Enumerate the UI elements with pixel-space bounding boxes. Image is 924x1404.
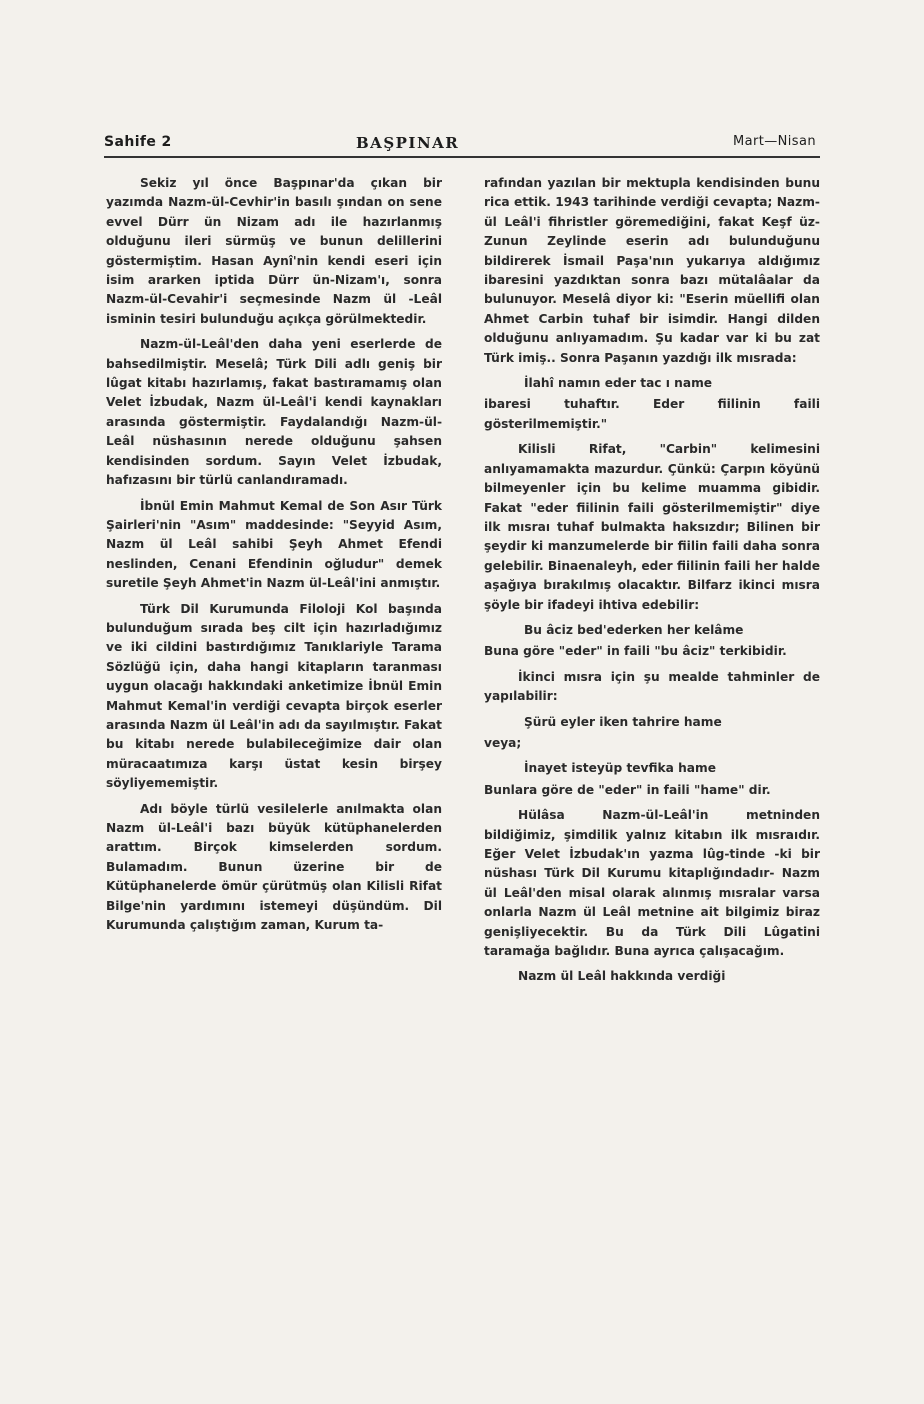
- issue-date: Mart—Nisan: [733, 134, 816, 149]
- page-header: [104, 128, 820, 158]
- paragraph: Nazm-ül-Leâl'den daha yeni eserlerde de bahsedilmiştir. Meselâ; Türk Dili adlı geniş bir lûgat kitabı hazırlamış, fakat bastıramamış olan Velet İzbudak, Nazm ül-Leâl'i kendi kaynakları arasında göstermiştir. Faydalandığı Nazm-ül-Leâl nüshasının nerede olduğunu şahsen kendisinden sordum. Sayın Velet İzbudak, hafızasını bir türlü canlandıramadı.: [106, 337, 442, 488]
- verse-line: Bu âciz bed'ederken her kelâme: [524, 622, 744, 637]
- verse-line: İnayet isteyüp tevfika hame: [524, 761, 716, 776]
- paragraph: rafından yazılan bir mektupla kendisinden bunu rica ettik. 1943 tarihinde verdiği cevapta; Nazm-ül Leâl'i fihristler göremediğini, fakat Keşf üz-Zunun Zeylinde eserin adı bulunduğunu bildirerek İsmail Paşa'nın yukarıya aldığımız ibaresini yazdıktan sonra bazı mütalâalar da bulunuyor. Meselâ diyor ki: "Eserin müellifi olan Ahmet Carbin tuhaf bir isimdir. Hangi dilden olduğunu anlıyamadım. Şu kadar var ki bu zat Türk imiş.. Sonra Paşanın yazdığı ilk mısrada:: [484, 176, 820, 365]
- right-column: [484, 174, 820, 993]
- paragraph: İkinci mısra için şu mealde tahminler de yapılabilir:: [484, 669, 820, 704]
- left-column: [106, 174, 442, 941]
- verse-line: Şürü eyler iken tahrire hame: [524, 714, 722, 729]
- paragraph: Adı böyle türlü vesilelerle anılmakta olan Nazm ül-Leâl'i bazı büyük kütüphanelerden arattım. Birçok kimselerden sordum. Bulamadım. Bunun üzerine bir de Kütüphanelerde ömür çürütmüş olan Kilisli Rifat Bilge'nin yardımını istemeyi düşündüm. Dil Kurumunda çalıştığım zaman, Kurum ta-: [106, 801, 442, 933]
- paragraph: Bunlara göre de "eder" in faili "hame" dir.: [484, 782, 771, 797]
- verse-line: İlahî namın eder tac ı name: [524, 376, 713, 391]
- paragraph: Sekiz yıl önce Başpınar'da çıkan bir yazımda Nazm-ül-Cevhir'in basılı şından on sene evvel Dürr ün Nizam adı ile hazırlanmış olduğunu ileri sürmüş ve bunun delillerini göstermiştim. Hasan Aynî'nin kendi eseri için isim ararken iptida Dürr ün-Nizam'ı, sonra Nazm-ül-Cevahir'i seçmesinde Nazm ül -Leâl isminin tesiri bulunduğu açıkça görülmektedir.: [106, 176, 442, 326]
- paragraph: Hülâsa Nazm-ül-Leâl'in metninden bildiğimiz, şimdilik yalnız kitabın ilk mısraıdır. Eğer Velet İzbudak'ın yazma lûg-tinde -ki bir nüshası Türk Dil Kurumu kitaplığındadır- Nazm ül Leâl'den misal olarak alınmış mısralar varsa onlarla Nazm ül Leâl metnine ait bilgimiz biraz genişliyecektir. Bu da Türk Dili Lûgatini taramağa bağlıdır. Buna ayrıca çalışacağım.: [484, 808, 820, 959]
- page-number-label: Sahife 2: [104, 134, 172, 150]
- paragraph: Nazm ül Leâl hakkında verdiği: [518, 969, 726, 984]
- paragraph: Buna göre "eder" in faili "bu âciz" terkibidir.: [484, 644, 787, 659]
- paragraph: İbnül Emin Mahmut Kemal de Son Asır Türk Şairleri'nin "Asım" maddesinde: "Seyyid Asım, Nazm ül Leâl sahibi Şeyh Ahmet Efendi neslinden, Cenani Efendinin oğludur" demek suretile Şeyh Ahmet'in Nazm ül-Leâl'ini anmıştır.: [106, 498, 442, 591]
- paragraph: veya;: [484, 735, 522, 750]
- paragraph: Türk Dil Kurumunda Filoloji Kol başında bulunduğum sırada beş cilt için hazırladığımız ve iki cildini bastırdığımız Tanıklariyle Tarama Sözlüğü için, daha hangi kitapların taranması uygun olacağı hakkındaki anketimize İbnül Emin Mahmut Kemal'in verdiği cevapta birçok eserler arasında Nazm ül Leâl'in adı da sayılmıştır. Fakat bu kitabı nerede bulabileceğimize dair olan müracaatımıza karşı üstat kesin birşey söyliyememiştir.: [106, 601, 442, 791]
- header-rule: [104, 156, 820, 158]
- paragraph: ibaresi tuhaftır. Eder fiilinin faili gösterilmemiştir.": [484, 397, 820, 431]
- paragraph: Kilisli Rifat, "Carbin" kelimesini anlıyamamakta mazurdur. Çünkü: Çarpın köyünü bilmeyenler için bu kelime muamma gibidir. Fakat "eder fiilinin faili gösterilmemiştir" diye ilk mısraı tuhaf bulmakta haksızdır; Bilinen bir şeydir ki manzumelerde bir fiilin faili daha sonra gelebilir. Binaenaleyh, eder fiilinin faili her halde aşağıya bırakılmış olacaktır. Bilfarz ikinci mısra şöyle bir ifadeyi ihtiva edebilir:: [484, 442, 820, 612]
- journal-title: BAŞPINAR: [356, 134, 460, 152]
